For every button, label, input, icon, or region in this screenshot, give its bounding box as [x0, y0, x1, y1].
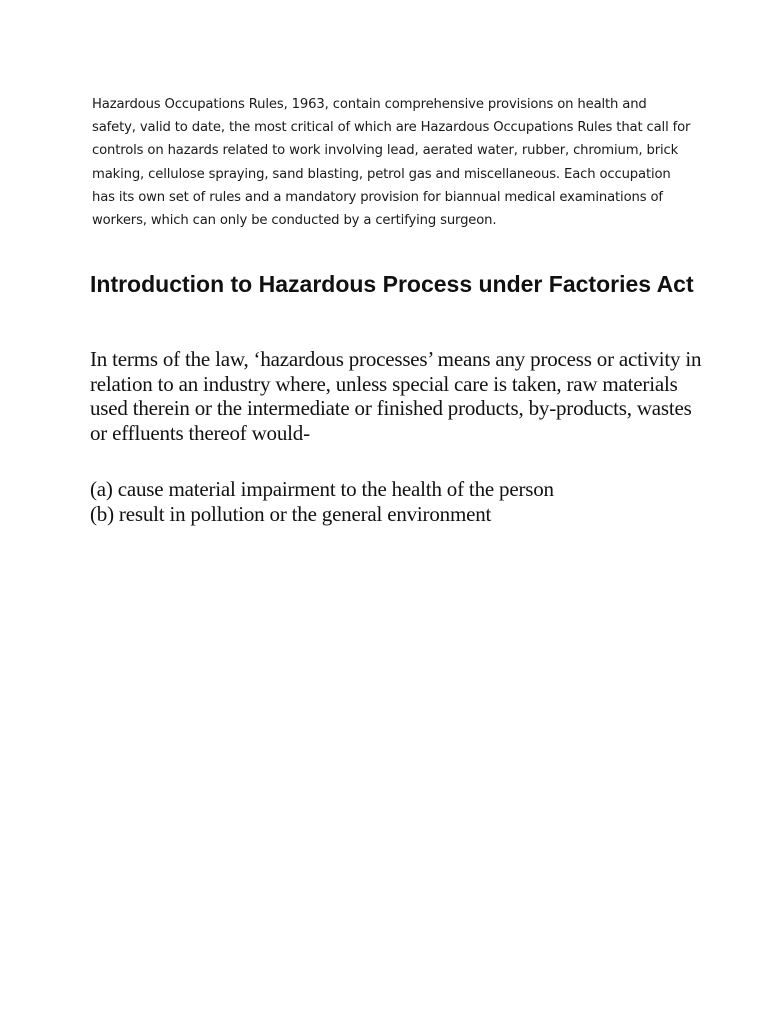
clause-item-b: (b) result in pollution or the general environment	[90, 502, 492, 526]
definition-paragraph: In terms of the law, ‘hazardous processes’ means any process or activity in relation to an industry where, unless special care is taken, raw materials used therein or the intermediate or finished products, by-products, wastes or effluents thereof would-	[90, 347, 702, 445]
clause-list	[90, 477, 710, 527]
section-heading: Introduction to Hazardous Process under Factories Act	[90, 271, 694, 297]
clause-item-a: (a) cause material impairment to the health of the person	[90, 477, 554, 501]
intro-paragraph: Hazardous Occupations Rules, 1963, contain comprehensive provisions on health and safety, valid to date, the most critical of which are Hazardous Occupations Rules that call for controls on hazards related to work involving lead, aerated water, rubber, chromium, brick making, cellulose spraying, sand blasting, petrol gas and miscellaneous. Each occupation has its own set of rules and a mandatory provision for biannual medical examinations of workers, which can only be conducted by a certifying surgeon.	[92, 97, 691, 229]
